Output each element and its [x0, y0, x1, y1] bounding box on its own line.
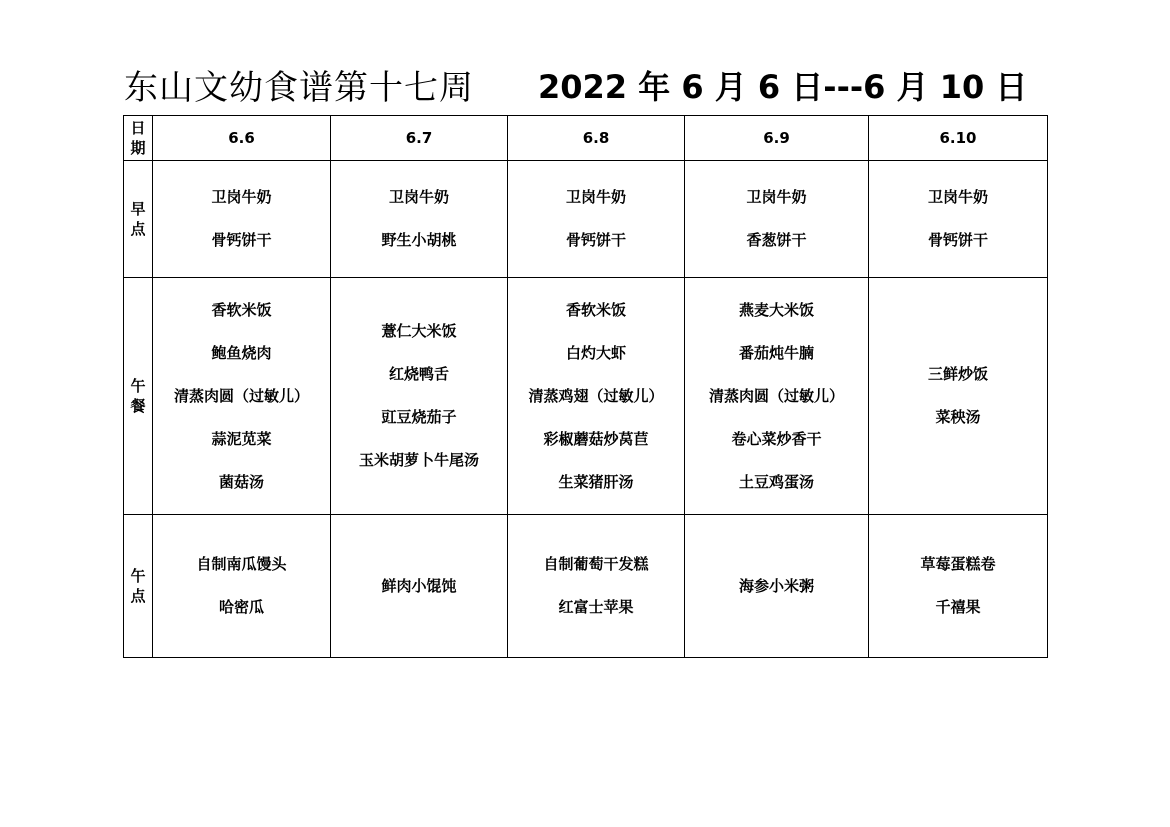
menu-item: 白灼大虾 [565, 343, 626, 362]
page-title [124, 60, 1028, 108]
menu-item: 香软米饭 [211, 300, 272, 319]
row-label-char: 点 [130, 587, 146, 605]
menu-item: 蒜泥苋菜 [211, 429, 272, 448]
header-row [124, 116, 1048, 161]
menu-item: 红烧鸭舌 [388, 365, 449, 383]
menu-item: 燕麦大米饭 [738, 300, 814, 319]
menu-cell [869, 515, 1048, 658]
menu-item: 千禧果 [935, 598, 981, 616]
breakfast-row [124, 161, 1048, 278]
day-header: 6.6 [153, 116, 331, 161]
menu-cell [153, 161, 331, 278]
menu-item: 生菜猪肝汤 [558, 472, 634, 491]
menu-item: 海参小米粥 [738, 576, 814, 595]
menu-item: 卫岗牛奶 [927, 188, 988, 206]
menu-item: 三鲜炒饭 [927, 365, 988, 383]
date-label-cell [124, 116, 153, 161]
menu-item: 香软米饭 [565, 300, 626, 319]
menu-item: 鲍鱼烧肉 [211, 343, 272, 362]
menu-item: 卫岗牛奶 [211, 188, 272, 206]
menu-cell [331, 515, 508, 658]
menu-item: 卫岗牛奶 [565, 188, 626, 206]
menu-cell [508, 515, 685, 658]
menu-item: 薏仁大米饭 [381, 322, 457, 340]
menu-cell [685, 278, 869, 515]
menu-item: 番茄炖牛腩 [738, 343, 814, 362]
menu-cell [508, 161, 685, 278]
menu-cell [508, 278, 685, 515]
row-label-char: 午 [130, 377, 146, 395]
menu-cell [685, 161, 869, 278]
menu-item: 玉米胡萝卜牛尾汤 [358, 451, 479, 469]
menu-item: 红富士苹果 [558, 598, 634, 616]
row-label-breakfast [124, 161, 153, 278]
menu-item: 菜秧汤 [935, 408, 981, 426]
menu-item: 骨钙饼干 [565, 231, 626, 249]
menu-item: 自制南瓜馒头 [196, 555, 287, 573]
menu-item: 香葱饼干 [746, 231, 807, 249]
menu-item: 卫岗牛奶 [388, 188, 449, 206]
menu-item: 清蒸肉圆（过敏儿） [708, 386, 844, 405]
menu-item: 自制葡萄干发糕 [543, 555, 649, 573]
menu-item: 鲜肉小馄饨 [381, 576, 457, 595]
menu-cell [869, 278, 1048, 515]
menu-item: 骨钙饼干 [927, 231, 988, 249]
menu-item: 清蒸鸡翅（过敏儿） [528, 386, 664, 405]
row-label-char: 午 [130, 567, 146, 585]
menu-item: 哈密瓜 [218, 598, 264, 616]
title-date-range: 2022 年 6 月 6 日---6 月 10 日 [538, 68, 1028, 106]
date-label-char-2: 期 [130, 139, 146, 157]
day-header: 6.7 [331, 116, 508, 161]
menu-item: 草莓蛋糕卷 [920, 555, 996, 573]
menu-cell [153, 278, 331, 515]
lunch-row [124, 278, 1048, 515]
menu-item: 豇豆烧茄子 [381, 408, 457, 426]
title-main: 东山文幼食谱第十七周 [124, 68, 474, 108]
day-header: 6.8 [508, 116, 685, 161]
menu-cell [685, 515, 869, 658]
day-header: 6.10 [869, 116, 1048, 161]
row-label-char: 餐 [130, 397, 146, 415]
menu-item: 卷心菜炒香干 [731, 429, 822, 448]
day-header: 6.9 [685, 116, 869, 161]
menu-cell [153, 515, 331, 658]
row-label-char: 早 [130, 200, 146, 218]
menu-item: 野生小胡桃 [381, 231, 457, 249]
menu-cell [331, 278, 508, 515]
menu-item: 骨钙饼干 [211, 231, 272, 249]
menu-item: 卫岗牛奶 [746, 188, 807, 206]
row-label-afternoon-snack [124, 515, 153, 658]
menu-item: 清蒸肉圆（过敏儿） [173, 386, 309, 405]
row-label-char: 点 [130, 220, 146, 238]
menu-cell [869, 161, 1048, 278]
afternoon-snack-row [124, 515, 1048, 658]
row-label-lunch [124, 278, 153, 515]
menu-table [123, 115, 1048, 658]
menu-item: 菌菇汤 [218, 472, 264, 491]
date-label-char-1: 日 [130, 119, 146, 137]
menu-item: 彩椒蘑菇炒莴苣 [543, 429, 649, 448]
menu-item: 土豆鸡蛋汤 [738, 472, 814, 491]
menu-cell [331, 161, 508, 278]
